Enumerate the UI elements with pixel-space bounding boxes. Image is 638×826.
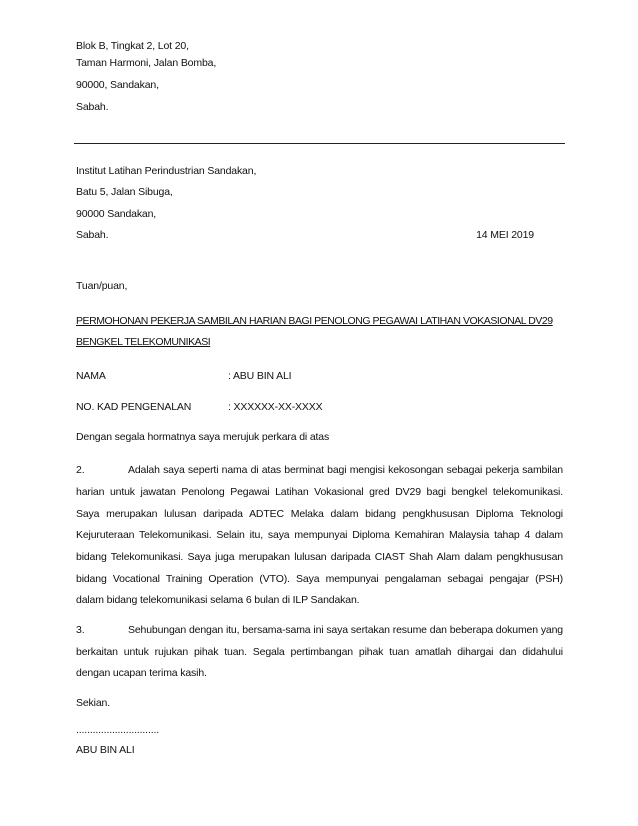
para2-line-1	[76, 464, 563, 476]
para2-line-6: bidang Vocational Training Operation (VTO). Saya mempunyai pengalaman sebagai pengajar (PSH)	[76, 573, 563, 585]
recipient-address-line-3: 90000 Sandakan,	[76, 208, 157, 220]
closing: Sekian.	[76, 697, 110, 709]
ic-label: NO. KAD PENGENALAN	[76, 401, 192, 413]
signature-line: ..............................	[76, 724, 160, 736]
subject-line-1: PERMOHONAN PEKERJA SAMBILAN HARIAN BAGI PENOLONG PEGAWAI LATIHAN VOKASIONAL DV29	[76, 315, 553, 327]
para2-line-5: bidang Telekomunikasi. Saya juga merupakan lulusan daripada CIAST Shah Alam dalam pengkhususan	[76, 551, 563, 563]
para3-line-1-text: Sehubungan dengan itu, bersama-sama ini saya sertakan resume dan beberapa dokumen yang	[128, 624, 563, 636]
name-row	[76, 370, 291, 382]
para2-line-1-text: Adalah saya seperti nama di atas berminat bagi mengisi kekosongan sebagai pekerja sambilan	[128, 464, 563, 476]
para2-line-4: Kejuruteraan Telekomunikasi. Selain itu, saya mempunyai Diploma Kemahiran Malaysia tahap 4 dalam	[76, 529, 563, 541]
para2-line-7: dalam bidang telekomunikasi selama 6 bulan di ILP Sandakan.	[76, 594, 360, 606]
recipient-address-line-1: Institut Latihan Perindustrian Sandakan,	[76, 165, 257, 177]
ic-value: : XXXXXX-XX-XXXX	[228, 401, 323, 413]
ic-row	[76, 401, 322, 413]
sender-address-line-2: Taman Harmoni, Jalan Bomba,	[76, 57, 217, 69]
para3-line-1	[76, 624, 563, 636]
name-value: : ABU BIN ALI	[228, 370, 292, 382]
header-divider	[74, 143, 565, 144]
sender-address-line-3: 90000, Sandakan,	[76, 79, 159, 91]
para3-line-3: dengan ucapan terima kasih.	[76, 667, 207, 679]
salutation: Tuan/puan,	[76, 280, 128, 292]
letter-date: 14 MEI 2019	[476, 229, 534, 241]
signatory-name: ABU BIN ALI	[76, 744, 135, 756]
sender-address-line-1: Blok B, Tingkat 2, Lot 20,	[76, 40, 189, 52]
intro-paragraph: Dengan segala hormatnya saya merujuk perkara di atas	[76, 431, 330, 443]
para3-line-2: berkaitan untuk rujukan pihak tuan. Segala pertimbangan pihak tuan amatlah dihargai dan didahului	[76, 646, 563, 658]
para2-number: 2.	[76, 464, 85, 476]
para2-line-3: Saya merupakan lulusan daripada ADTEC Melaka dalam bidang pengkhususan Diploma Teknologi	[76, 508, 563, 520]
name-label: NAMA	[76, 370, 106, 382]
subject-line-2: BENGKEL TELEKOMUNIKASI	[76, 336, 211, 348]
para2-line-2: harian untuk jawatan Penolong Pegawai Latihan Vokasional gred DV29 bagi bengkel telekomunikasi.	[76, 486, 563, 498]
recipient-address-line-4: Sabah.	[76, 229, 109, 241]
sender-address-line-4: Sabah.	[76, 101, 109, 113]
para3-number: 3.	[76, 624, 85, 636]
recipient-address-line-2: Batu 5, Jalan Sibuga,	[76, 186, 173, 198]
